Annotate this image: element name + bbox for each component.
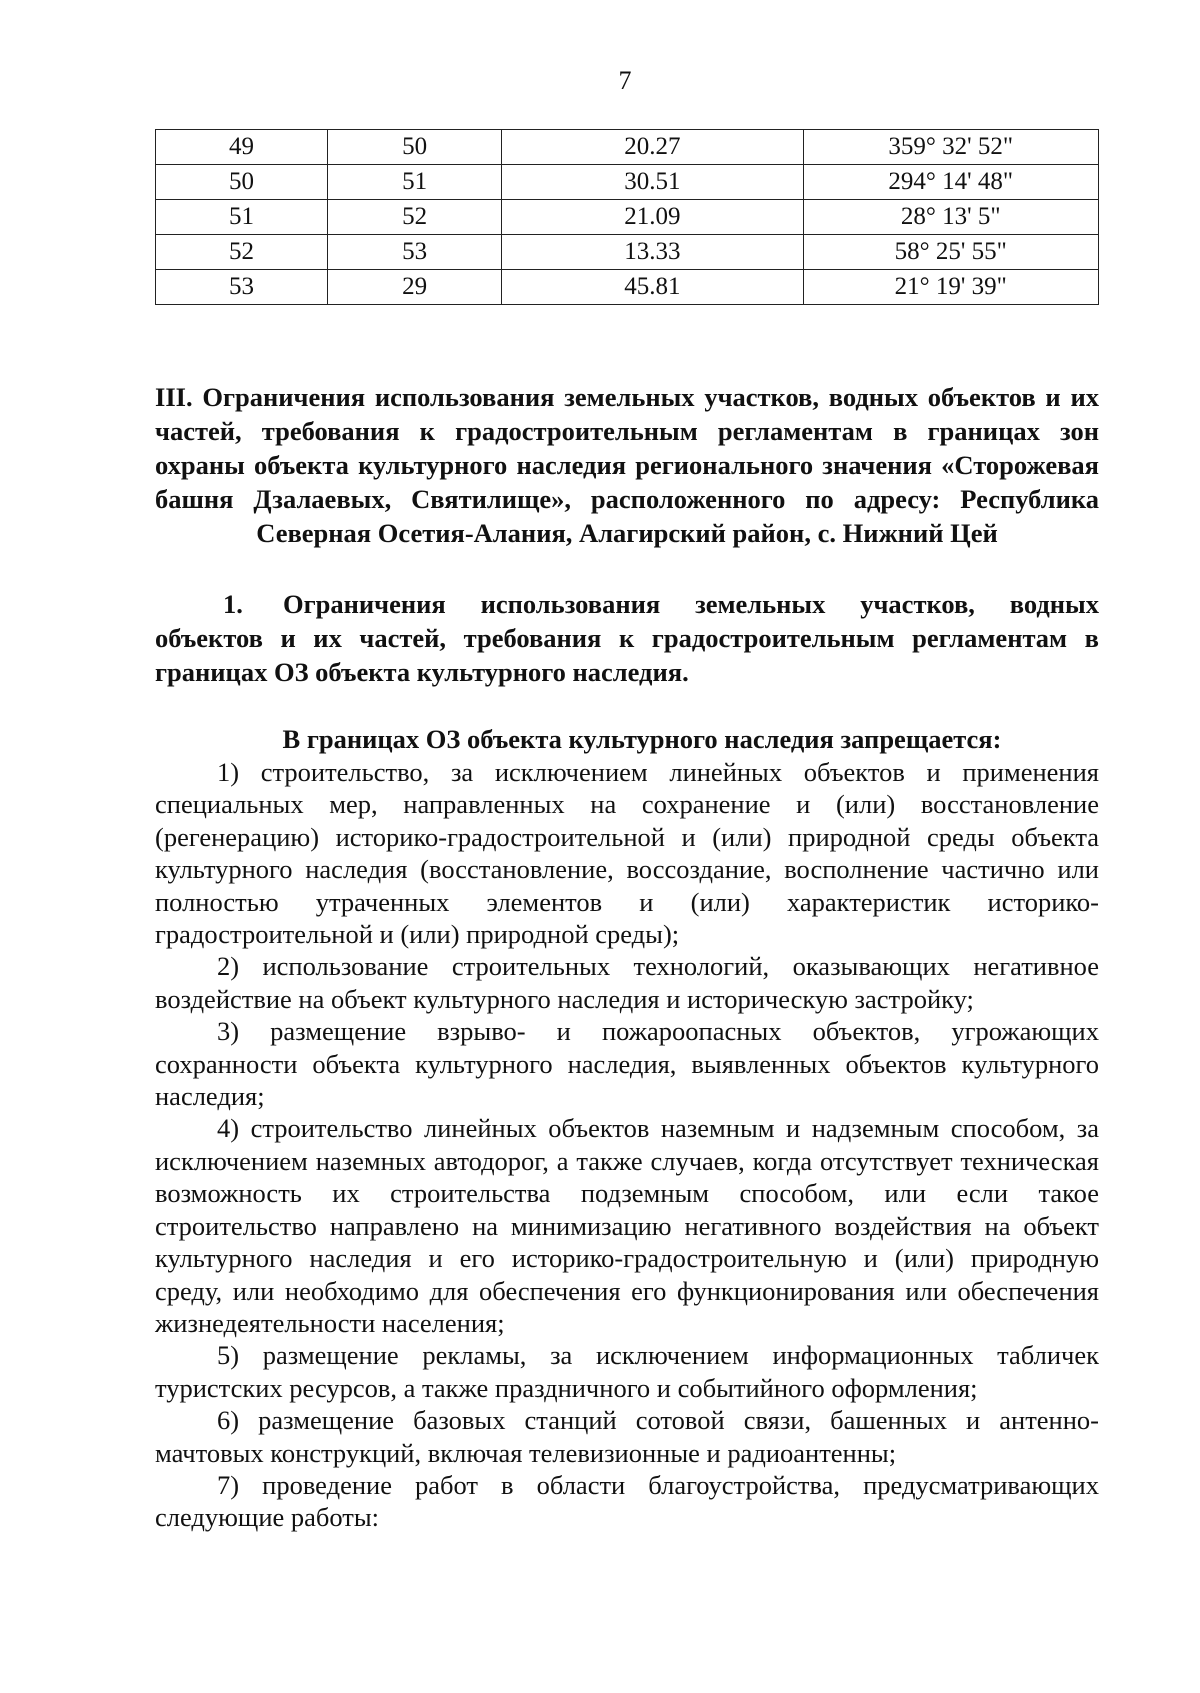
table-cell: 20.27 <box>502 130 803 165</box>
list-item: 3) размещение взрыво- и пожароопасных объектов, угрожающих сохранности объекта культурного наследия, выявленных объектов культурного наследия; <box>155 1016 1099 1112</box>
table-cell: 52 <box>328 200 502 235</box>
table-cell: 53 <box>156 270 328 305</box>
table-cell: 21° 19' 39" <box>803 270 1098 305</box>
list-item: 1) строительство, за исключением линейных объектов и применения специальных мер, направленных на сохранение и (или) восстановление (регенерацию) историко-градостроительной и (или) природной среды объекта культурного наследия (восстановление, воссоздание, восполнение частично или полностью утраченных элементов и (или) характеристик историко-градостроительной и (или) природной среды); <box>155 757 1099 950</box>
list-item: 5) размещение рекламы, за исключением информационных табличек туристских ресурсов, а также праздничного и событийного оформления; <box>155 1340 1099 1403</box>
prohibited-heading: В границах ОЗ объекта культурного наследия запрещается: <box>282 724 1002 754</box>
list-item: 2) использование строительных технологий, оказывающих негативное воздействие на объект культурного наследия и историческую застройку; <box>155 951 1099 1014</box>
subsection-heading <box>155 587 1099 689</box>
page-number: 7 <box>618 66 632 95</box>
table-cell: 21.09 <box>502 200 803 235</box>
section-heading: III. Ограничения использования земельных участков, водных объектов и их частей, требования к градостроительным регламентам в границах зон охраны объекта культурного наследия регионального значения «Сторожевая башня Дзалаевых, Святилище», расположенного по адресу: Республика Северная Осетия-Алания, Алагирский район, с. Нижний Цей <box>155 382 1099 548</box>
table-cell: 51 <box>156 200 328 235</box>
table-cell: 30.51 <box>502 165 803 200</box>
list-item: 4) строительство линейных объектов наземным и надземным способом, за исключением наземных автодорог, а также случаев, когда отсутствует техническая возможность их строительства подземным способом, или если такое строительство направлено на минимизацию негативного воздействия на объект культурного наследия и его историко-градостроительную и (или) природную среду, или необходимо для обеспечения его функционирования или обеспечения жизнедеятельности населения; <box>155 1113 1099 1338</box>
table-cell: 50 <box>156 165 328 200</box>
table-cell: 294° 14' 48" <box>803 165 1098 200</box>
table-cell: 50 <box>328 130 502 165</box>
table-cell: 28° 13' 5" <box>803 200 1098 235</box>
table-cell: 13.33 <box>502 235 803 270</box>
table-cell: 52 <box>156 235 328 270</box>
table-cell: 53 <box>328 235 502 270</box>
list-item: 6) размещение базовых станций сотовой связи, башенных и антенно-мачтовых конструкций, включая телевизионные и радиоантенны; <box>155 1405 1099 1468</box>
table-cell: 49 <box>156 130 328 165</box>
table-row <box>156 165 1099 200</box>
coordinates-table <box>155 129 1099 305</box>
table-row <box>156 235 1099 270</box>
table-cell: 58° 25' 55" <box>803 235 1098 270</box>
table-cell: 359° 32' 52" <box>803 130 1098 165</box>
table-cell: 45.81 <box>502 270 803 305</box>
table-row <box>156 200 1099 235</box>
document-body <box>155 380 1099 1534</box>
table-cell: 29 <box>328 270 502 305</box>
table-row <box>156 270 1099 305</box>
subsection-text: Ограничения использования земельных участков, водных объектов и их частей, требования к градостроительным регламентам в границах ОЗ объекта культурного наследия. <box>155 589 1099 687</box>
table-row <box>156 130 1099 165</box>
subsection-number: 1. <box>223 589 243 619</box>
table-cell: 51 <box>328 165 502 200</box>
list-item: 7) проведение работ в области благоустройства, предусматривающих следующие работы: <box>155 1469 1099 1533</box>
